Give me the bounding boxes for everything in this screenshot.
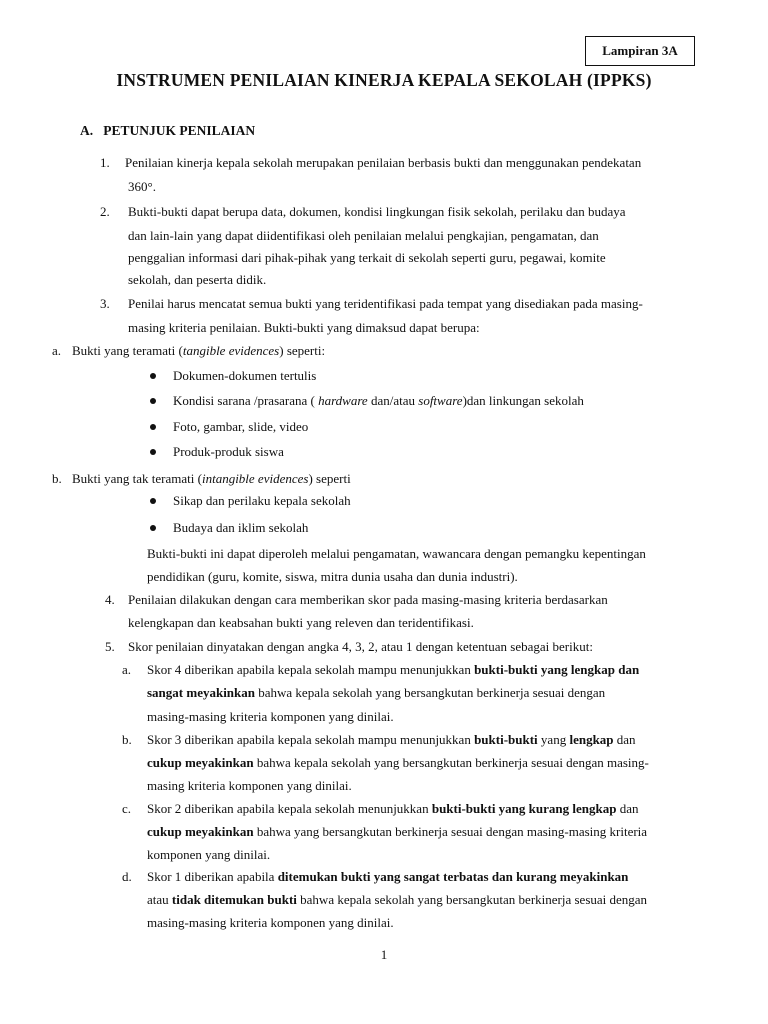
paragraph-line: Bukti-bukti ini dapat diperoleh melalui pengamatan, wawancara dengan pemangku kepentingan (147, 546, 646, 561)
item-2-line: Bukti-bukti dapat berupa data, dokumen, kondisi lingkungan fisik sekolah, perilaku dan budaya (128, 204, 626, 219)
item-3-line: Penilai harus mencatat semua bukti yang teridentifikasi pada tempat yang disediakan pada masing- (128, 296, 643, 311)
list-item: Foto, gambar, slide, video (173, 419, 309, 434)
item-number: 5. (105, 639, 115, 654)
section-a-heading (80, 123, 255, 139)
item-4-line: Penilaian dilakukan dengan cara memberikan skor pada masing-masing kriteria berdasarkan (128, 592, 608, 607)
score-marker: b. (122, 732, 132, 747)
item-1-line: 360°. (128, 179, 156, 194)
bullet-icon (150, 398, 156, 404)
score-line: Skor 3 diberikan apabila kepala sekolah mampu menunjukkan bukti-bukti yang lengkap dan (147, 732, 636, 747)
list-item: Budaya dan iklim sekolah (173, 520, 309, 535)
score-line: cukup meyakinkan bahwa yang bersangkutan berkinerja sesuai dengan masing-masing kriteria (147, 824, 648, 839)
item-number: 2. (100, 204, 110, 219)
section-title: PETUNJUK PENILAIAN (103, 123, 256, 138)
item-number: 3. (100, 296, 110, 311)
item-1-line: Penilaian kinerja kepala sekolah merupakan penilaian berbasis bukti dan menggunakan pendekatan (125, 155, 642, 170)
bullet-icon (150, 525, 156, 531)
list-item: Dokumen-dokumen tertulis (173, 368, 317, 383)
score-line: Skor 1 diberikan apabila ditemukan bukti yang sangat terbatas dan kurang meyakinkan (147, 869, 629, 884)
lampiran-label: Lampiran 3A (585, 36, 695, 66)
bullet-icon (150, 424, 156, 430)
bullet-icon (150, 498, 156, 504)
item-2-line: penggalian informasi dari pihak-pihak yang terkait di sekolah seperti guru, pegawai, komite (128, 250, 606, 265)
bullet-icon (150, 373, 156, 379)
score-line: Skor 4 diberikan apabila kepala sekolah mampu menunjukkan bukti-bukti yang lengkap dan (147, 662, 640, 677)
item-4-line: kelengkapan dan keabsahan bukti yang releven dan teridentifikasi. (128, 615, 474, 630)
score-marker: a. (122, 662, 132, 677)
score-marker: d. (122, 869, 132, 884)
section-marker: A. (80, 123, 94, 138)
score-line: sangat meyakinkan bahwa kepala sekolah yang bersangkutan berkinerja sesuai dengan (147, 685, 606, 700)
tangible-heading: Bukti yang teramati (tangible evidences) seperti: (72, 343, 326, 358)
score-line: masing kriteria komponen yang dinilai. (147, 778, 352, 793)
item-number: 4. (105, 592, 115, 607)
item-5-line: Skor penilaian dinyatakan dengan angka 4, 3, 2, atau 1 dengan ketentuan sebagai berikut: (128, 639, 593, 654)
item-2-line: sekolah, dan peserta didik. (128, 272, 267, 287)
score-line: masing-masing kriteria komponen yang dinilai. (147, 709, 394, 724)
sub-marker: a. (52, 343, 62, 358)
intangible-heading: Bukti yang tak teramati (intangible evidences) seperti (72, 471, 351, 486)
list-item: Kondisi sarana /prasarana ( hardware dan/atau software)dan linkungan sekolah (173, 393, 584, 408)
list-item: Sikap dan perilaku kepala sekolah (173, 493, 351, 508)
list-item: Produk-produk siswa (173, 444, 284, 459)
score-line: atau tidak ditemukan bukti bahwa kepala sekolah yang bersangkutan berkinerja sesuai dengan (147, 892, 648, 907)
item-3-line: masing kriteria penilaian. Bukti-bukti yang dimaksud dapat berupa: (128, 320, 480, 335)
item-2-line: dan lain-lain yang dapat diidentifikasi oleh penilaian melalui pengkajian, pengamatan, dan (128, 228, 599, 243)
sub-marker: b. (52, 471, 62, 486)
item-number: 1. (100, 155, 110, 170)
score-marker: c. (122, 801, 132, 816)
bullet-icon (150, 449, 156, 455)
page-number: 1 (380, 947, 388, 962)
score-line: cukup meyakinkan bahwa kepala sekolah yang bersangkutan berkinerja sesuai dengan masing- (147, 755, 649, 770)
paragraph-line: pendidikan (guru, komite, siswa, mitra dunia usaha dan dunia industri). (147, 569, 518, 584)
score-line: masing-masing kriteria komponen yang dinilai. (147, 915, 394, 930)
score-line: komponen yang dinilai. (147, 847, 271, 862)
document-title: INSTRUMEN PENILAIAN KINERJA KEPALA SEKOLAH (IPPKS) (116, 70, 652, 90)
score-line: Skor 2 diberikan apabila kepala sekolah menunjukkan bukti-bukti yang kurang lengkap dan (147, 801, 639, 816)
